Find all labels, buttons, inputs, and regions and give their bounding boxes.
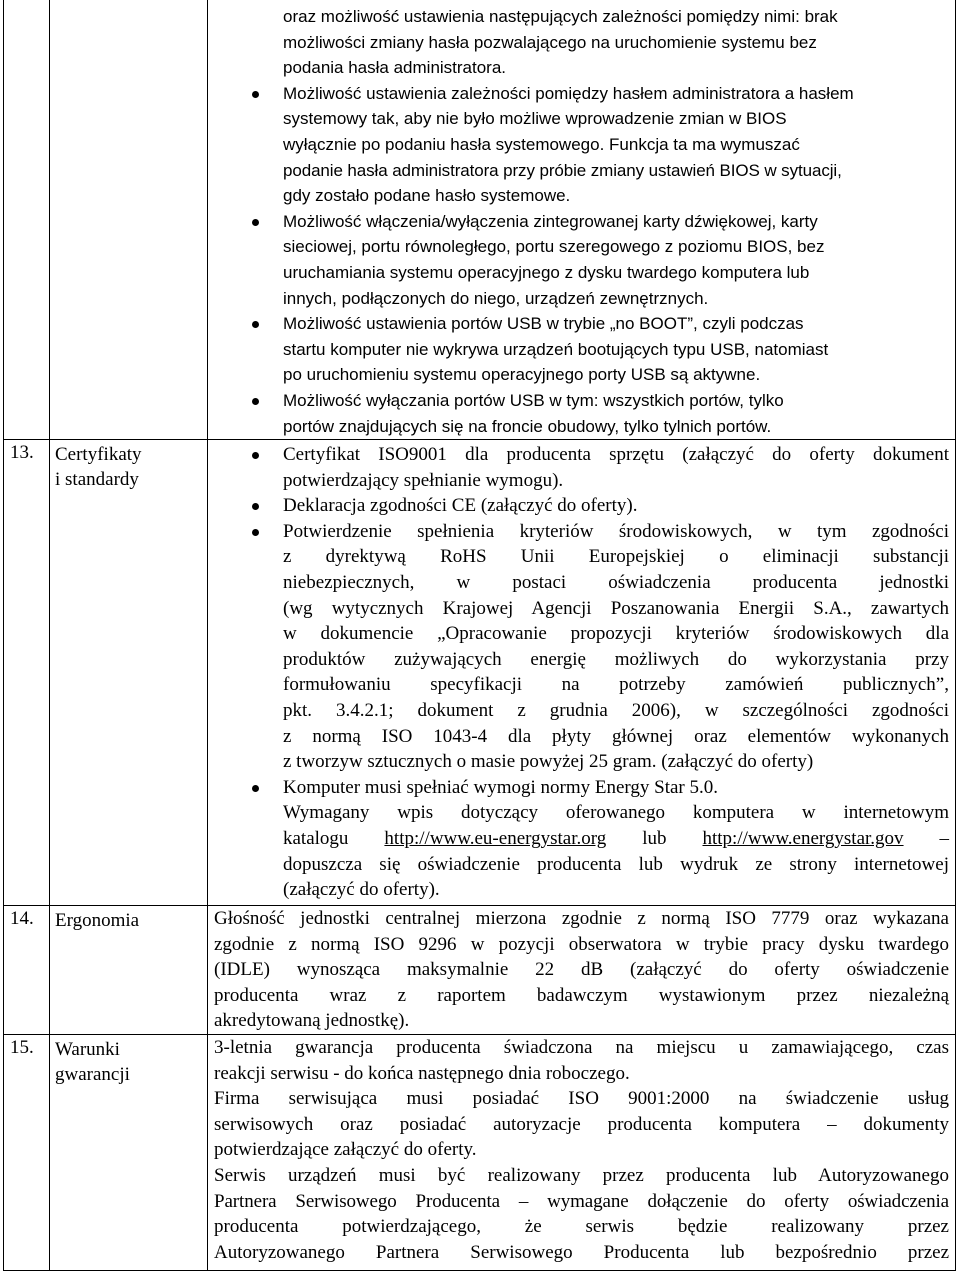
specification-table — [3, 0, 956, 1271]
link-eu-energystar[interactable]: http://www.eu-energystar.org — [384, 828, 607, 849]
text-line: producenta wraz z raportem badawczym wystawionym przez niezależną — [214, 984, 949, 1006]
list-item: Możliwość ustawienia portów USB w trybie „no BOOT”, czyli podczas — [216, 311, 949, 337]
row-12-name-cell — [50, 0, 208, 440]
text-line: zgodnie z normą ISO 9296 w pozycji obserwatora w trybie pracy dysku twardego — [214, 933, 949, 955]
text-line: podanie hasła administratora przy próbie zmiany ustawień BIOS w sytuacji, — [283, 160, 842, 180]
list-item: Deklaracja zgodności CE (załączyć do oferty). — [216, 493, 949, 519]
text-line: Wymagany wpis dotyczący oferowanego komputera w internetowym — [283, 802, 949, 824]
text-line: niebezpiecznych, w postaci oświadczenia producenta jednostki — [283, 572, 949, 594]
list-item: Potwierdzenie spełnienia kryteriów środowiskowych, w tym zgodności — [216, 519, 949, 545]
bullet-icon — [252, 219, 259, 226]
text-line: Głośność jednostki centralnej mierzona zgodnie z normą ISO 7779 oraz wykazana — [214, 908, 949, 930]
text-line: z tworzyw sztucznych o masie powyżej 25 gram. (załączyć do oferty) — [283, 751, 814, 773]
text-line: oraz możliwość ustawienia następujących zależności pomiędzy nimi: brak — [283, 7, 838, 26]
row-number: 15. — [10, 1037, 34, 1059]
row-13-name-cell — [50, 440, 208, 906]
row-14-name-cell — [50, 906, 208, 1035]
text-line: Firma serwisująca musi posiadać ISO 9001:2000 na świadczenie usług — [214, 1088, 949, 1110]
text-line: pkt. 3.4.2.1; dokument z grudnia 2006), w szczególności zgodności — [283, 700, 949, 722]
link-energystar[interactable]: http://www.energystar.gov — [702, 828, 904, 849]
table-row-15 — [4, 1035, 956, 1271]
text-line: produktów zużywających energię możliwych do wykorzystania przy — [283, 648, 949, 670]
text-line: dopuszcza się oświadczenie producenta lub wydruk ze strony internetowej — [283, 853, 949, 875]
bullet-icon — [252, 91, 259, 98]
text-line: (IDLE) wynosząca maksymalnie 22 dB (załączyć do oferty oświadczenie — [214, 959, 949, 981]
text-line: możliwości zmiany hasła pozwalającego na uruchomienie systemu bez — [283, 32, 817, 52]
text-line: formułowaniu specyfikacji na potrzeby zamówień publicznych”, — [283, 674, 949, 696]
row-12-number-cell — [4, 0, 50, 440]
text-line: 3-letnia gwarancja producenta świadczona na miejscu u zamawiającego, czas — [214, 1037, 949, 1059]
text-line: w dokumencie „Opracowanie propozycji kryteriów środowiskowych dla — [283, 623, 949, 645]
text-line: Autoryzowanego Partnera Serwisowego Producenta lub bezpośrednio przez — [214, 1241, 949, 1263]
bullet-icon — [252, 398, 259, 405]
row-15-content-cell — [208, 1035, 956, 1271]
text-line: reakcji serwisu - do końca następnego dnia roboczego. — [214, 1062, 630, 1084]
text-line: Partnera Serwisowego Producenta – wymagane dołączenie do oferty oświadczenia — [214, 1190, 949, 1212]
bullet-icon — [252, 785, 259, 792]
text-line: Serwis urządzeń musi być realizowany przez producenta lub Autoryzowanego — [214, 1165, 949, 1187]
text-line: portów znajdujących się na froncie obudowy, tylko tylnich portów. — [283, 416, 772, 436]
table-row-14 — [4, 906, 956, 1035]
text-line: innych, podłączonych do niego, urządzeń zewnętrznych. — [283, 288, 709, 308]
table-row-12 — [4, 0, 956, 440]
text-line: gdy zostało podane hasło systemowe. — [283, 186, 571, 206]
list-item: Komputer musi spełniać wymogi normy Energy Star 5.0. — [216, 775, 949, 801]
text-line: potwierdzające załączyć do oferty. — [214, 1139, 477, 1161]
bullet-icon — [252, 529, 259, 536]
text-line: z normą ISO 1043-4 dla płyty głównej oraz elementów wykonanych — [283, 725, 949, 747]
text-line: (załączyć do oferty). — [283, 879, 440, 901]
bullet-icon — [252, 503, 259, 510]
text-line: (wg wytycznych Krajowej Agencji Poszanowania Energii S.A., zawartych — [283, 597, 949, 619]
list-item: Możliwość wyłączania portów USB w tym: wszystkich portów, tylko — [216, 388, 949, 414]
text-line: akredytowaną jednostkę). — [214, 1010, 410, 1032]
text-line: uruchamiania systemu operacyjnego z dysku twardego komputera lub — [283, 262, 810, 282]
row-15-name-cell — [50, 1035, 208, 1271]
table-row-13 — [4, 440, 956, 906]
bullet-icon — [252, 321, 259, 328]
row-name: Ergonomia — [55, 910, 140, 932]
row-13-number-cell — [4, 440, 50, 906]
row-15-number-cell — [4, 1035, 50, 1271]
text-line: producenta potwierdzającego, że serwis będzie realizowany przez — [214, 1216, 949, 1238]
list-item: Certyfikat ISO9001 dla producenta sprzętu (załączyć do oferty dokument — [216, 442, 949, 468]
text-line: startu komputer nie wykrywa urządzeń bootujących typu USB, natomiast — [283, 339, 829, 359]
row-14-content-cell — [208, 906, 956, 1035]
text-line: potwierdzający spełnianie wymogu). — [283, 469, 564, 491]
text-line: sieciowej, portu równoległego, portu szeregowego z poziomu BIOS, bez — [283, 237, 825, 257]
list-item: Możliwość ustawienia zależności pomiędzy hasłem administratora a hasłem — [216, 81, 949, 107]
row-number: 13. — [10, 442, 34, 464]
text-line: serwisowych oraz posiadać autoryzacje producenta komputera – dokumenty — [214, 1113, 949, 1135]
row-name: Warunki gwarancji — [55, 1039, 130, 1086]
text-line: podania hasła administratora. — [283, 58, 507, 78]
text-line: systemowy tak, aby nie było możliwe wprowadzenie zmian w BIOS — [283, 109, 787, 129]
text-line: wyłącznie po podaniu hasła systemowego. Funkcja ta ma wymuszać — [283, 134, 800, 154]
row-12-content-cell — [208, 0, 956, 440]
text-line: po uruchomieniu systemu operacyjnego porty USB są aktywne. — [283, 365, 761, 385]
row-name: Certyfikaty i standardy — [55, 444, 142, 491]
list-item: Możliwość włączenia/wyłączenia zintegrowanej karty dźwiękowej, karty — [216, 209, 949, 235]
row-number: 14. — [10, 908, 34, 930]
bullet-icon — [252, 452, 259, 459]
text-line: z dyrektywą RoHS Unii Europejskiej o eliminacji substancji — [283, 546, 949, 568]
text-line: katalogu http://www.eu-energystar.org lub http://www.energystar.gov – — [283, 828, 950, 849]
row-14-number-cell — [4, 906, 50, 1035]
row-13-content-cell — [208, 440, 956, 906]
